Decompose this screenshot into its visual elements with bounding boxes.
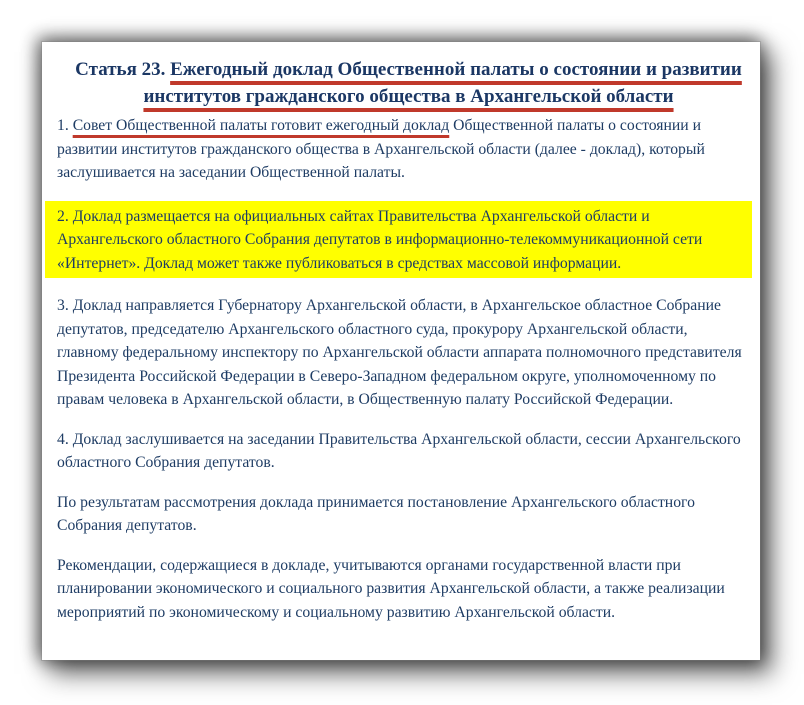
paragraph-1-underlined-phrase: Совет Общественной палаты готовит ежегодный доклад — [72, 117, 450, 134]
article-title — [75, 56, 742, 110]
article-title-prefix: Статья 23. — [75, 59, 171, 80]
document-page — [42, 42, 760, 660]
paragraph-2-highlighted: 2. Доклад размещается на официальных сайтах Правительства Архангельской области и Архангельского областного Собрания депутатов в информационно-телекоммуникационной сети «Интернет». Доклад может также публиковаться в средствах массовой информации. — [45, 201, 752, 279]
article-title-underlined-phrase: Ежегодный доклад Общественной палаты о состоянии и развитии институтов гражданского общества в Архангельской области — [143, 59, 742, 107]
paragraph-1 — [57, 114, 742, 185]
paragraph-1-number: 1. — [57, 117, 73, 134]
paragraph-5: По результатам рассмотрения доклада принимается постановление Архангельского областного Собрания депутатов. — [57, 493, 695, 534]
paragraph-1-rest: Общественной палаты о состоянии и развитии институтов гражданского общества в Архангельской области (далее - доклад), который заслушивается на заседании Общественной палаты. — [57, 117, 705, 181]
paragraph-4: 4. Доклад заслушивается на заседании Правительства Архангельской области, сессии Архангельского областного Собрания депутатов. — [57, 430, 741, 471]
paragraph-3: 3. Доклад направляется Губернатору Архангельской области, в Архангельское областное Собрание депутатов, председателю Архангельского областного суда, прокурору Архангельской области, главному федеральному инспектору по Архангельской области аппарата полномочного представителя Президента Российской Федерации в Северо-Западном федеральном округе, уполномоченному по правам человека в Архангельской области, в Общественную палату Российской Федерации. — [57, 297, 742, 408]
paragraph-6: Рекомендации, содержащиеся в докладе, учитываются органами государственной власти при планировании экономического и социального развития Архангельской области, а также реализации мероприятий по экономическому и социальному развитию Архангельской области. — [57, 556, 725, 621]
